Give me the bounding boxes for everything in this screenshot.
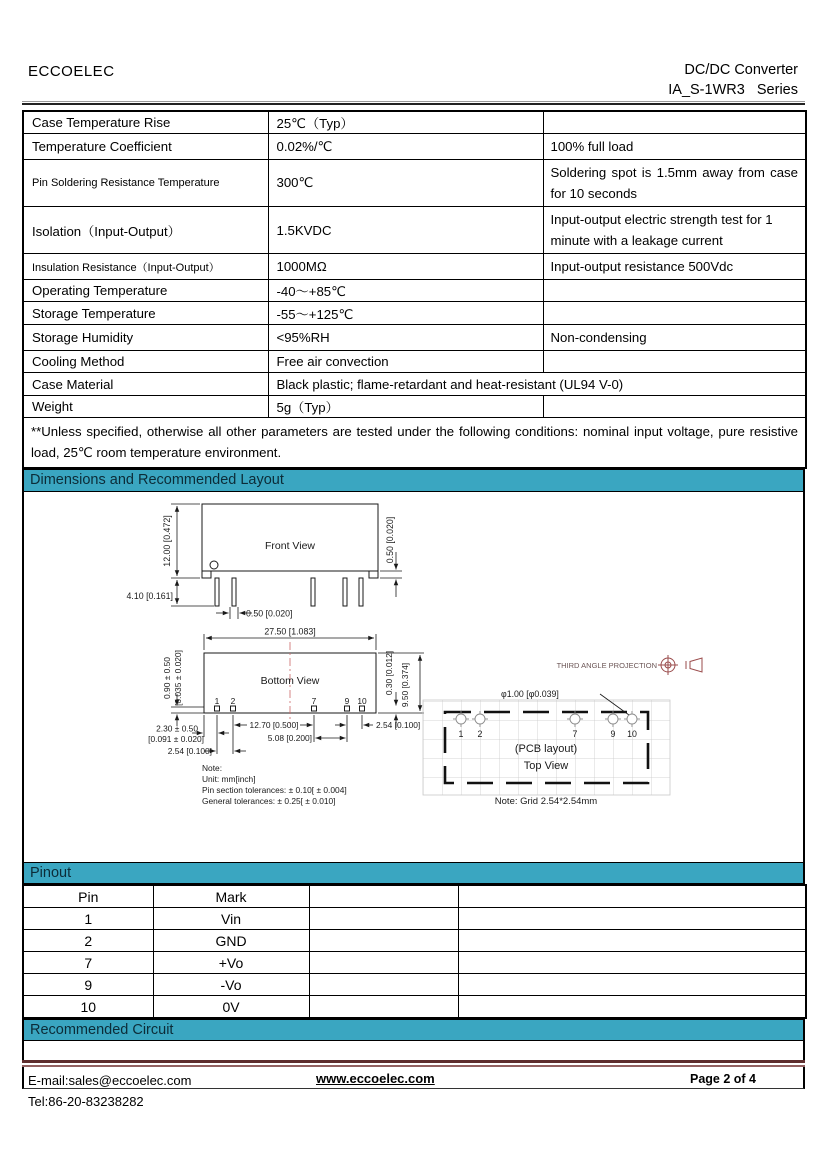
front-pin-length-dim: 4.10 [0.161] — [126, 591, 173, 601]
projection-cone-icon — [686, 658, 702, 672]
pcb-caption-line1: (PCB layout) — [514, 743, 578, 755]
spec-param: Operating Temperature — [23, 280, 268, 302]
bottom-width-dim: 27.50 [1.083] — [264, 626, 316, 637]
spec-note: Input-output resistance 500Vdc — [543, 254, 806, 280]
bottom-pin-1: 1 — [214, 696, 220, 706]
footer-contact — [28, 1070, 191, 1112]
doc-title-line2: IA_S-1WR3 Series — [668, 82, 798, 98]
spec-value: <95%RH — [268, 325, 543, 351]
bottom-pitch-right-dim: 2.54 [0.100] — [376, 720, 421, 730]
pinout-row — [23, 952, 806, 974]
spec-param: Isolation（Input-Output） — [23, 207, 268, 254]
pinout-col-3 — [309, 885, 458, 908]
bottom-edge-dim-a: 2.30 ± 0.50 — [156, 723, 198, 734]
pin-mark: GND — [153, 930, 309, 952]
footer-website-link[interactable]: www.eccoelec.com — [316, 1071, 435, 1086]
footer-page-number: Page 2 of 4 — [690, 1072, 756, 1086]
bottom-pin-7: 7 — [311, 696, 317, 706]
bottom-span-127-dim: 12.70 [0.500] — [249, 720, 299, 730]
spec-value: Black plastic; flame-retardant and heat-resistant (UL94 V-0) — [268, 373, 806, 396]
pcb-layout-drawing — [423, 655, 702, 807]
bottom-right-dim-a: 0.30 [0.012] — [384, 650, 394, 696]
spec-value: 300℃ — [268, 160, 543, 207]
spec-param: Weight — [23, 396, 268, 418]
bottom-pin-10: 10 — [357, 696, 367, 706]
spec-value: 1000MΩ — [268, 254, 543, 280]
spec-row — [23, 254, 806, 280]
pin1-marker-dot — [210, 561, 218, 569]
spec-row — [23, 160, 806, 207]
doc-title-line1: DC/DC Converter — [684, 62, 798, 78]
bottom-view-label: Bottom View — [260, 675, 320, 687]
drawing-note-gen-tol: General tolerances: ± 0.25[ ± 0.010] — [202, 796, 336, 806]
pinout-col-pin: Pin — [23, 885, 153, 908]
section-header-circuit: Recommended Circuit — [22, 1019, 805, 1041]
spec-note: Non-condensing — [543, 325, 806, 351]
pin-number: 2 — [23, 930, 153, 952]
spec-note: Input-output electric strength test for 1 minute with a leakage current — [543, 207, 806, 254]
spec-param: Cooling Method — [23, 351, 268, 373]
spec-value: Free air convection — [268, 351, 543, 373]
front-view-drawing — [127, 504, 402, 619]
pin-mark: +Vo — [153, 952, 309, 974]
document-title — [668, 60, 798, 100]
bottom-left-dim-a: 0.90 ± 0.50 — [162, 657, 172, 699]
pinout-row — [23, 996, 806, 1019]
spec-value: 0.02%/℃ — [268, 134, 543, 160]
spec-note — [543, 280, 806, 302]
footer-tel: Tel:86-20-83238282 — [28, 1094, 144, 1109]
spec-note — [543, 396, 806, 418]
pin-number: 9 — [23, 974, 153, 996]
dimensions-drawing — [22, 492, 805, 862]
spec-row — [23, 207, 806, 254]
header-rule — [22, 101, 805, 105]
hole-diameter-label: φ1.00 [φ0.039] — [501, 689, 559, 699]
bottom-left-dim-b: [0.035 ± 0.020] — [173, 650, 183, 706]
bottom-span-508-dim: 5.08 [0.200] — [267, 733, 312, 743]
spec-value: 5g（Typ） — [268, 396, 543, 418]
spec-row — [23, 373, 806, 396]
spec-row — [23, 280, 806, 302]
spec-row — [23, 325, 806, 351]
pinout-table — [22, 884, 807, 1019]
pin-number: 1 — [23, 908, 153, 930]
spec-value: -40～+85℃ — [268, 280, 543, 302]
bottom-edge-dim-b: [0.091 ± 0.020] — [148, 734, 204, 744]
front-height-dim: 12.00 [0.472] — [162, 515, 172, 567]
main-content — [22, 110, 805, 1089]
spec-param: Pin Soldering Resistance Temperature — [23, 160, 268, 207]
pcb-pin-1: 1 — [458, 729, 464, 739]
drawing-note-pin-tol: Pin section tolerances: ± 0.10[ ± 0.004] — [202, 785, 347, 795]
spec-note — [543, 302, 806, 325]
bottom-pin-2: 2 — [230, 696, 236, 706]
projection-target-icon — [658, 655, 678, 675]
bottom-view-drawing — [148, 627, 424, 807]
spec-row — [23, 351, 806, 373]
front-standoff-dim: 0.50 [0.020] — [385, 516, 395, 564]
spec-footnote: **Unless specified, otherwise all other parameters are tested under the following conditions: nominal input voltage, pure resistive load, 25℃ room temperature environment. — [23, 418, 806, 469]
spec-param: Storage Humidity — [23, 325, 268, 351]
spec-note — [543, 111, 806, 134]
pcb-pin-7: 7 — [572, 729, 578, 739]
drawing-note-unit: Unit: mm[inch] — [202, 774, 256, 784]
pin-mark: -Vo — [153, 974, 309, 996]
front-view-label: Front View — [265, 540, 315, 552]
pcb-pin-9: 9 — [610, 729, 616, 739]
pinout-row — [23, 974, 806, 996]
footer-rule — [22, 1060, 805, 1067]
spec-param: Case Temperature Rise — [23, 111, 268, 134]
pin-mark: 0V — [153, 996, 309, 1019]
section-header-pinout: Pinout — [22, 862, 805, 884]
bottom-pitch-left-dim: 2.54 [0.100] — [167, 746, 212, 756]
spec-note: 100% full load — [543, 134, 806, 160]
pinout-row — [23, 908, 806, 930]
bottom-pin-9: 9 — [344, 696, 350, 706]
pin-number: 10 — [23, 996, 153, 1019]
spec-row — [23, 396, 806, 418]
pcb-pin-10: 10 — [627, 729, 637, 739]
pinout-col-mark: Mark — [153, 885, 309, 908]
pinout-row — [23, 930, 806, 952]
pinout-header-row — [23, 885, 806, 908]
spec-param: Temperature Coefficient — [23, 134, 268, 160]
pcb-caption-line2: Top View — [523, 760, 569, 772]
section-header-dimensions: Dimensions and Recommended Layout — [22, 469, 805, 492]
spec-value: -55～+125℃ — [268, 302, 543, 325]
spec-value: 25℃（Typ） — [268, 111, 543, 134]
front-pin-width-dim: 0.50 [0.020] — [246, 608, 293, 619]
pcb-grid-note: Note: Grid 2.54*2.54mm — [494, 796, 598, 807]
spec-param: Storage Temperature — [23, 302, 268, 325]
spec-row — [23, 134, 806, 160]
spec-param: Insulation Resistance（Input-Output） — [23, 254, 268, 280]
spec-row — [23, 111, 806, 134]
spec-note: Soldering spot is 1.5mm away from case for 10 seconds — [543, 160, 806, 207]
pin-mark: Vin — [153, 908, 309, 930]
spec-note — [543, 351, 806, 373]
third-angle-projection-label: THIRD ANGLE PROJECTION — [556, 661, 657, 670]
mechanical-drawing-svg — [24, 492, 803, 862]
spec-footnote-row — [23, 418, 806, 469]
pinout-col-4 — [458, 885, 806, 908]
pcb-pin-2: 2 — [477, 729, 483, 739]
bottom-right-dim-b: 9.50 [0.374] — [400, 662, 410, 708]
drawing-note-title: Note: — [202, 763, 223, 773]
company-logo-text: ECCOELEC — [28, 63, 115, 80]
spec-value: 1.5KVDC — [268, 207, 543, 254]
spec-table — [22, 110, 807, 469]
pin-number: 7 — [23, 952, 153, 974]
spec-param: Case Material — [23, 373, 268, 396]
footer-email: E-mail:sales@eccoelec.com — [28, 1073, 192, 1088]
spec-row — [23, 302, 806, 325]
